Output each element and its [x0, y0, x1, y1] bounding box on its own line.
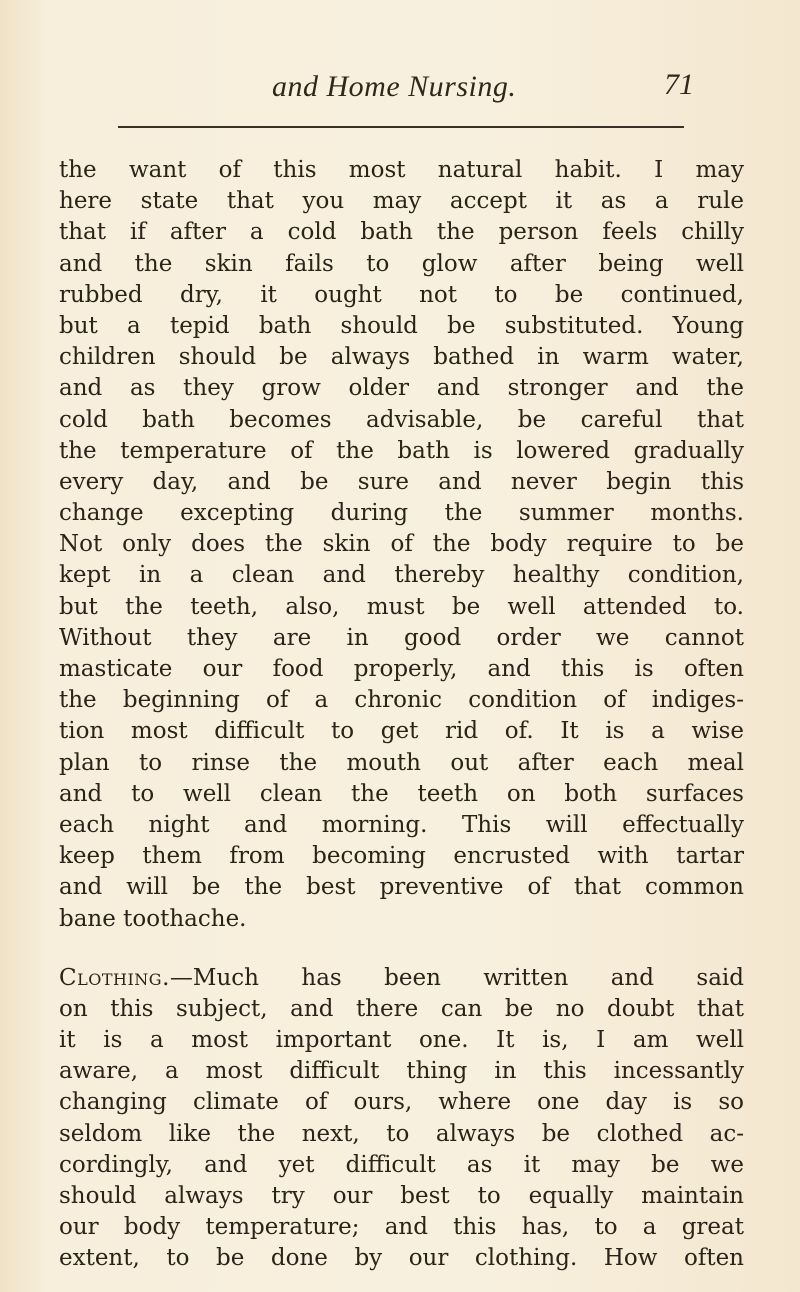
text-line: but a tepid bath should be substituted. Young [59, 312, 744, 339]
text-line: on this subject, and there can be no doubt that [59, 995, 744, 1022]
text-line: the temperature of the bath is lowered gradually [59, 437, 744, 464]
text-line: rubbed dry, it ought not to be continued, [59, 281, 744, 308]
body-text [59, 155, 744, 1275]
text-line: every day, and be sure and never begin this [59, 468, 744, 495]
header-rule [118, 126, 684, 128]
text-line: seldom like the next, to always be clothed ac- [59, 1120, 744, 1147]
text-line: bane toothache. [59, 905, 247, 932]
text-line: the beginning of a chronic condition of indiges- [59, 687, 744, 714]
text-line: change excepting during the summer months. [59, 500, 744, 527]
text-line: aware, a most difficult thing in this incessantly [59, 1058, 744, 1085]
text-line: that if after a cold bath the person feels chilly [59, 219, 744, 246]
text-line: cordingly, and yet difficult as it may be we [59, 1151, 744, 1178]
text-line: masticate our food properly, and this is often [59, 656, 744, 682]
text-line: each night and morning. This will effectually [59, 811, 744, 838]
text-line: and as they grow older and stronger and the [59, 375, 744, 402]
page-number: 71 [664, 68, 694, 101]
running-title: and Home Nursing. [272, 70, 517, 103]
text-line: cold bath becomes advisable, be careful that [59, 406, 744, 433]
text-line: kept in a clean and thereby healthy condition, [59, 562, 744, 589]
text-line: should always try our best to equally maintain [59, 1183, 744, 1209]
paragraph-gap [59, 935, 744, 963]
text-line: here state that you may accept it as a rule [59, 188, 744, 215]
text-line: and the skin fails to glow after being well [59, 250, 744, 277]
section-heading-clothing: Clothing. [59, 964, 170, 991]
text-line: it is a most important one. It is, I am well [59, 1027, 744, 1054]
text-line: changing climate of ours, where one day is so [59, 1089, 744, 1116]
paragraph-1 [59, 155, 744, 935]
text-line: Without they are in good order we cannot [59, 624, 744, 651]
text-line: the want of this most natural habit. I may [59, 157, 744, 183]
text-line: and to well clean the teeth on both surfaces [59, 780, 744, 807]
text-line: extent, to be done by our clothing. How often [59, 1245, 744, 1272]
paragraph-2 [59, 963, 744, 1275]
text-line: tion most difficult to get rid of. It is a wise [59, 718, 744, 745]
text-line: children should be always bathed in warm water, [59, 344, 744, 371]
text-line [59, 963, 744, 994]
running-head [0, 70, 800, 110]
text-line: Not only does the skin of the body require to be [59, 531, 744, 558]
text-line: our body temperature; and this has, to a great [59, 1214, 744, 1241]
text-line: plan to rinse the mouth out after each meal [59, 749, 744, 776]
text-line: keep them from becoming encrusted with tartar [59, 843, 744, 870]
text-line: but the teeth, also, must be well attended to. [59, 593, 744, 620]
text-line: and will be the best preventive of that common [59, 874, 744, 901]
first-line-rest: —Much has been written and said [169, 964, 744, 991]
